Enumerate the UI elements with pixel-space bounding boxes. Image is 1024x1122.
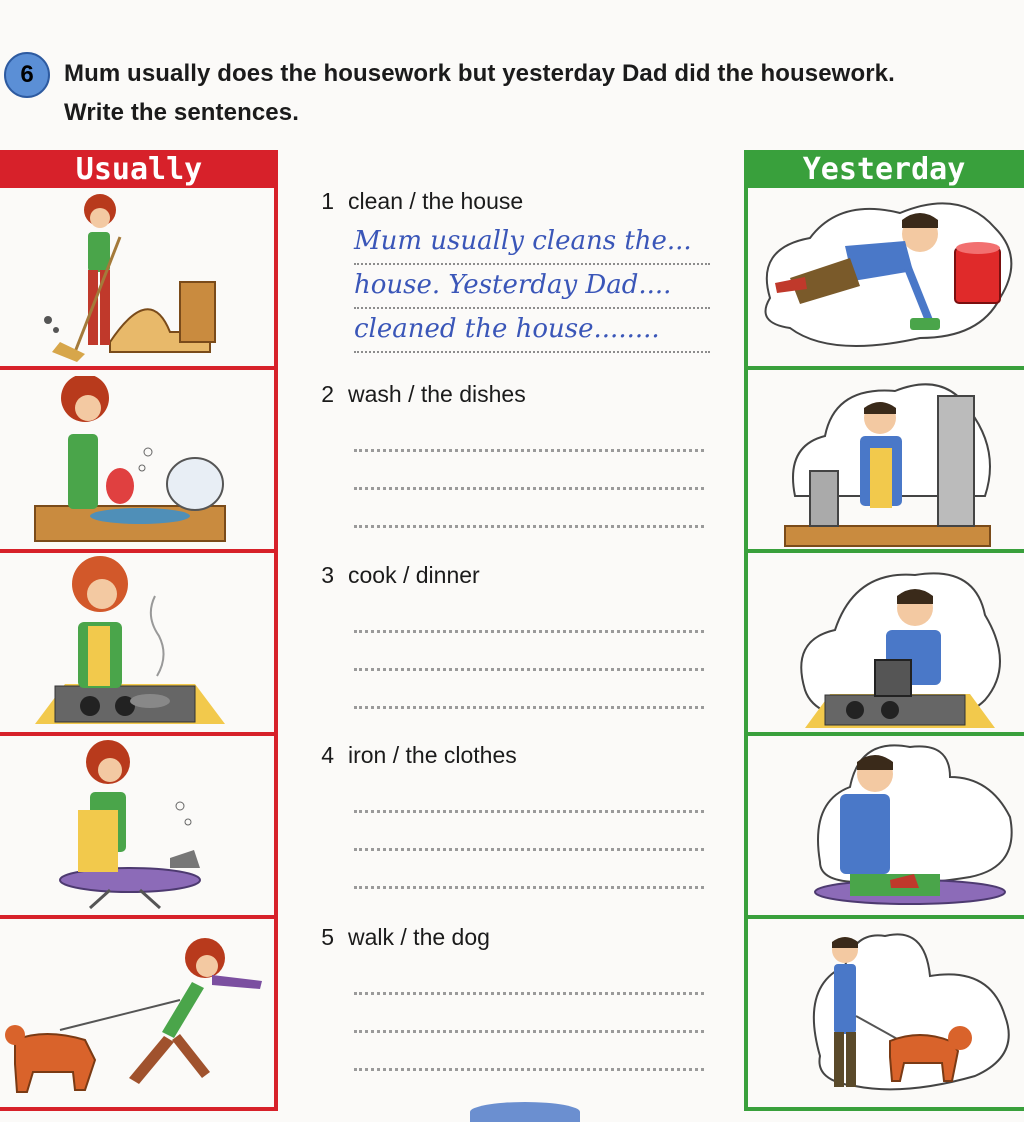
usually-divider [0,915,278,919]
instruction-line-2: Write the sentences. [64,99,299,126]
prompt-row [320,742,710,769]
answer-dotted-line[interactable] [354,422,704,452]
prompt-row [320,188,710,215]
item-number: 4 [321,742,334,768]
answer-dotted-line[interactable] [354,813,704,851]
answer-lines[interactable] [354,422,710,528]
item-prompt: cook / dinner [348,562,480,588]
usually-divider [0,549,278,553]
answer-dotted-line[interactable] [354,452,704,490]
exercise-item-4 [320,742,710,889]
item-number: 2 [321,381,334,407]
exercise-item-3 [320,562,710,709]
dad-washing-dishes-icon [780,376,1000,548]
dad-scrubbing-floor-icon [750,198,1022,358]
mum-sweeping-icon [30,192,230,362]
answer-lines[interactable] [354,783,710,889]
answer-dotted-line[interactable] [354,1033,704,1071]
prompt-row [320,924,710,951]
usually-header: Usually [0,150,278,188]
answer-line: Mum usually cleans the... [354,221,710,265]
yesterday-divider [744,549,1024,553]
answer-dotted-line[interactable] [354,633,704,671]
exercise-item-2 [320,381,710,528]
answer-line: cleaned the house........ [354,309,710,353]
item-number: 3 [321,562,334,588]
item-prompt: wash / the dishes [348,381,526,407]
yesterday-header: Yesterday [744,150,1024,188]
answer-dotted-line[interactable] [354,490,704,528]
instruction-line-1: Mum usually does the housework but yesterday Dad did the housework. [64,60,895,87]
item-prompt: clean / the house [348,188,524,214]
answer-dotted-line[interactable] [354,851,704,889]
mum-ironing-icon [30,740,240,910]
answer-dotted-line[interactable] [354,603,704,633]
prompt-row [320,562,710,589]
yesterday-divider [744,915,1024,919]
answer-dotted-line[interactable] [354,783,704,813]
yesterday-divider [744,732,1024,736]
example-answer [354,221,710,353]
item-prompt: iron / the clothes [348,742,517,768]
mum-cooking-icon [30,556,240,728]
prompt-row [320,381,710,408]
usually-divider [0,732,278,736]
dad-walking-dog-icon [800,926,1015,1098]
answer-lines[interactable] [354,603,710,709]
answer-dotted-line[interactable] [354,671,704,709]
answer-dotted-line[interactable] [354,965,704,995]
usually-divider [0,366,278,370]
page-number-tab [470,1102,580,1122]
dad-cooking-icon [790,560,1010,730]
yesterday-divider [744,366,1024,370]
dad-ironing-icon [800,742,1015,912]
answer-line: house. Yesterday Dad.... [354,265,710,309]
mum-washing-dishes-icon [30,376,240,546]
answer-lines[interactable] [354,965,710,1071]
exercise-item-5 [320,924,710,1071]
answer-dotted-line[interactable] [354,995,704,1033]
item-number: 1 [321,188,334,214]
item-prompt: walk / the dog [348,924,490,950]
exercise-number-badge [4,52,50,98]
exercise-number: 6 [20,61,34,88]
exercise-item-1 [320,188,710,353]
item-number: 5 [321,924,334,950]
mum-walking-dog-icon [0,930,275,1100]
